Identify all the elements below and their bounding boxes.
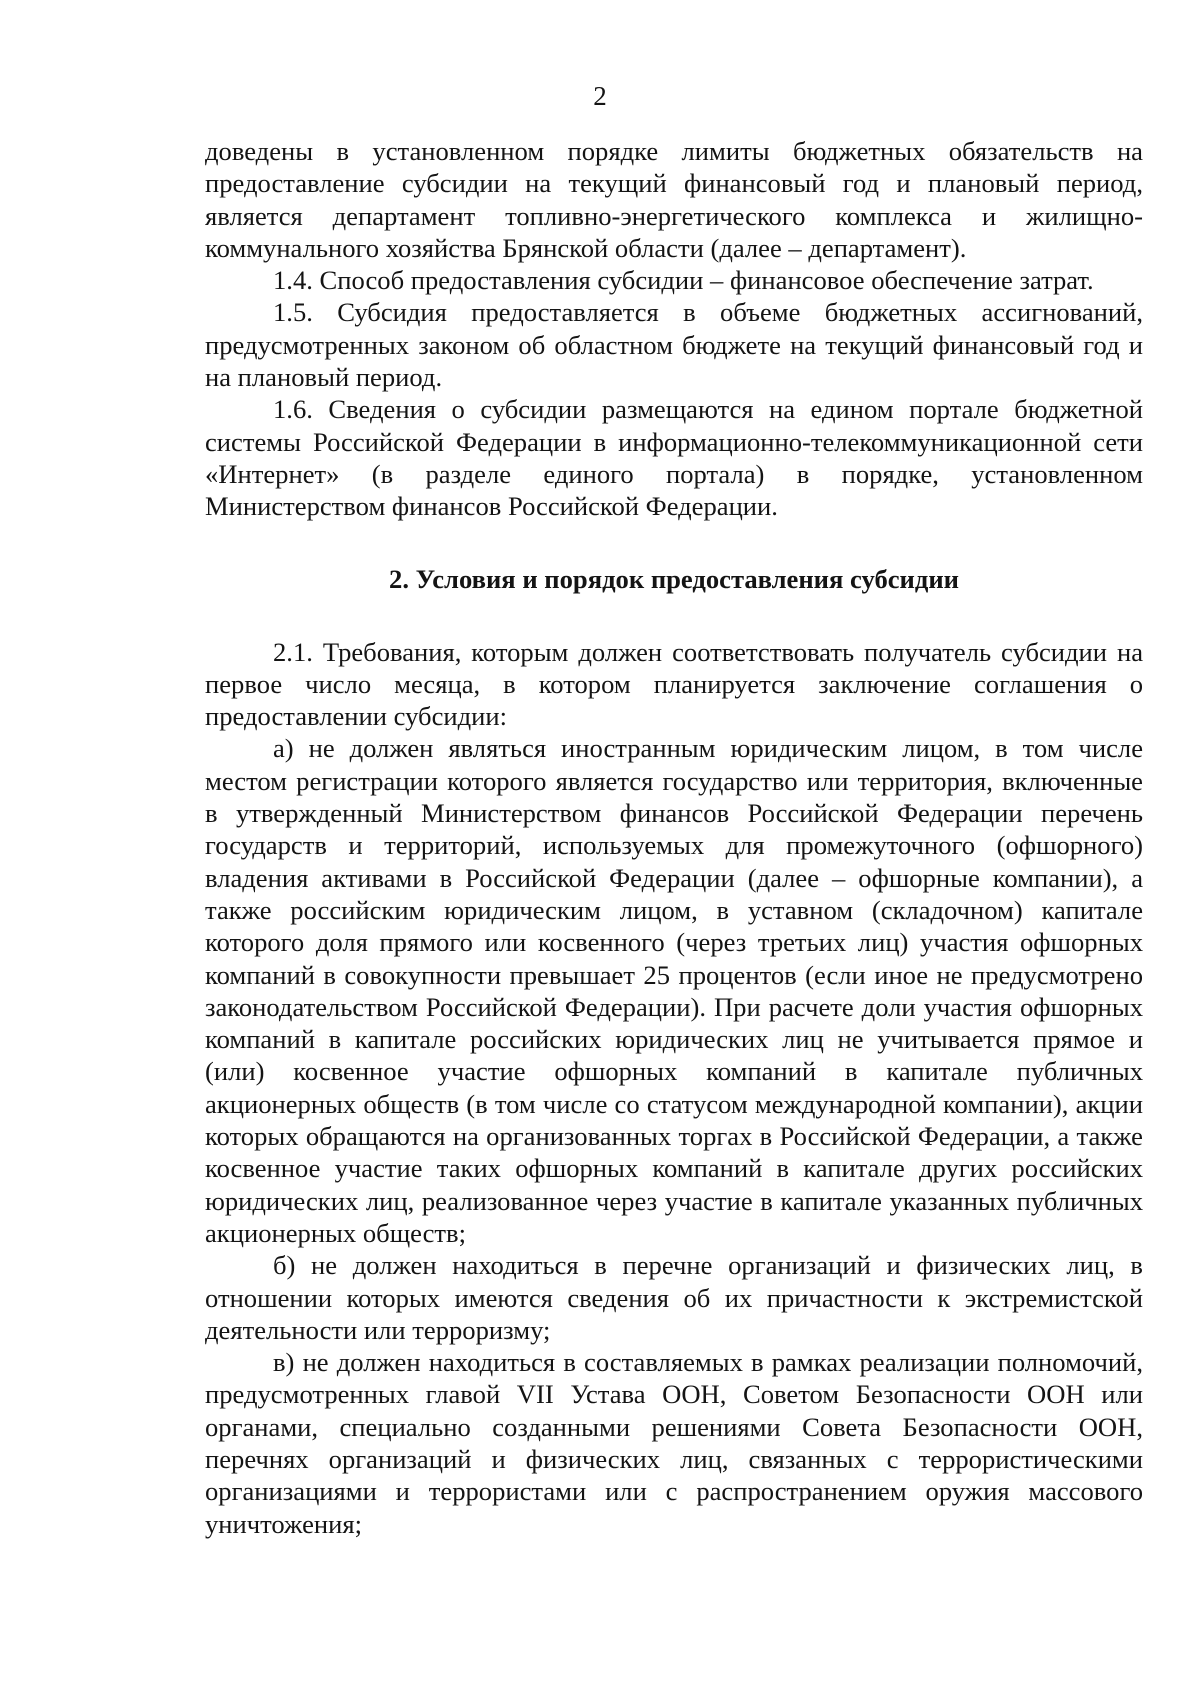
document-body (205, 135, 1143, 1540)
list-item-v: в) не должен находиться в составляемых в рамках реализации полномочий, предусмотренных главой VII Устава ООН, Советом Безопасности ООН или органами, специально созданными решениями Совета Безопасности ООН, перечнях организаций и физических лиц, связанных с террористическими организациями и террористами или с распространением оружия массового уничтожения; (205, 1347, 1143, 1539)
paragraph-continuation: доведены в установленном порядке лимиты бюджетных обязательств на предоставление субсидии на текущий финансовый год и плановый период, является департамент топливно-энергетического комплекса и жилищно-коммунального хозяйства Брянской области (далее – департамент). (205, 136, 1143, 263)
section-2-heading: 2. Условия и порядок предоставления субсидии (389, 563, 959, 594)
paragraph-2-1: 2.1. Требования, которым должен соответствовать получатель субсидии на первое число месяца, в котором планируется заключение соглашения о предоставлении субсидии: (205, 636, 1143, 732)
list-item-b: б) не должен находиться в перечне организаций и физических лиц, в отношении которых имеются сведения об их причастности к экстремистской деятельности или терроризму; (205, 1250, 1143, 1345)
paragraph-1-4: 1.4. Способ предоставления субсидии – финансовое обеспечение затрат. (273, 265, 1094, 296)
list-item-a: а) не должен являться иностранным юридическим лицом, в том числе местом регистрации которого является государство или территория, включенные в утвержденный Министерством финансов Российской Федерации перечень государств и территорий, используемых для промежуточного (офшорного) владения активами в Российской Федерации (далее – офшорные компании), а также российским юридическим лицом, в уставном (складочном) капитале которого доля прямого или косвенного (через третьих лиц) участия офшорных компаний в совокупности превышает 25 процентов (если иное не предусмотрено законодательством Российской Федерации). При расчете доли участия офшорных компаний в капитале российских юридических лиц не учитывается прямое и (или) косвенное участие офшорных компаний в капитале публичных акционерных обществ (в том числе со статусом международной компании), акции которых обращаются на организованных торгах в Российской Федерации, а также косвенное участие таких офшорных компаний в капитале других российских юридических лиц, реализованное через участие в капитале указанных публичных акционерных обществ; (205, 733, 1143, 1248)
page-number: 2 (593, 81, 607, 111)
paragraph-1-5: 1.5. Субсидия предоставляется в объеме бюджетных ассигнований, предусмотренных законом об областном бюджете на текущий финансовый год и на плановый период. (205, 297, 1143, 393)
paragraph-1-6: 1.6. Сведения о субсидии размещаются на едином портале бюджетной системы Российской Федерации в информационно-телекоммуникационной сети «Интернет» (в разделе единого портала) в порядке, установленном Министерством финансов Российской Федерации. (205, 394, 1143, 522)
